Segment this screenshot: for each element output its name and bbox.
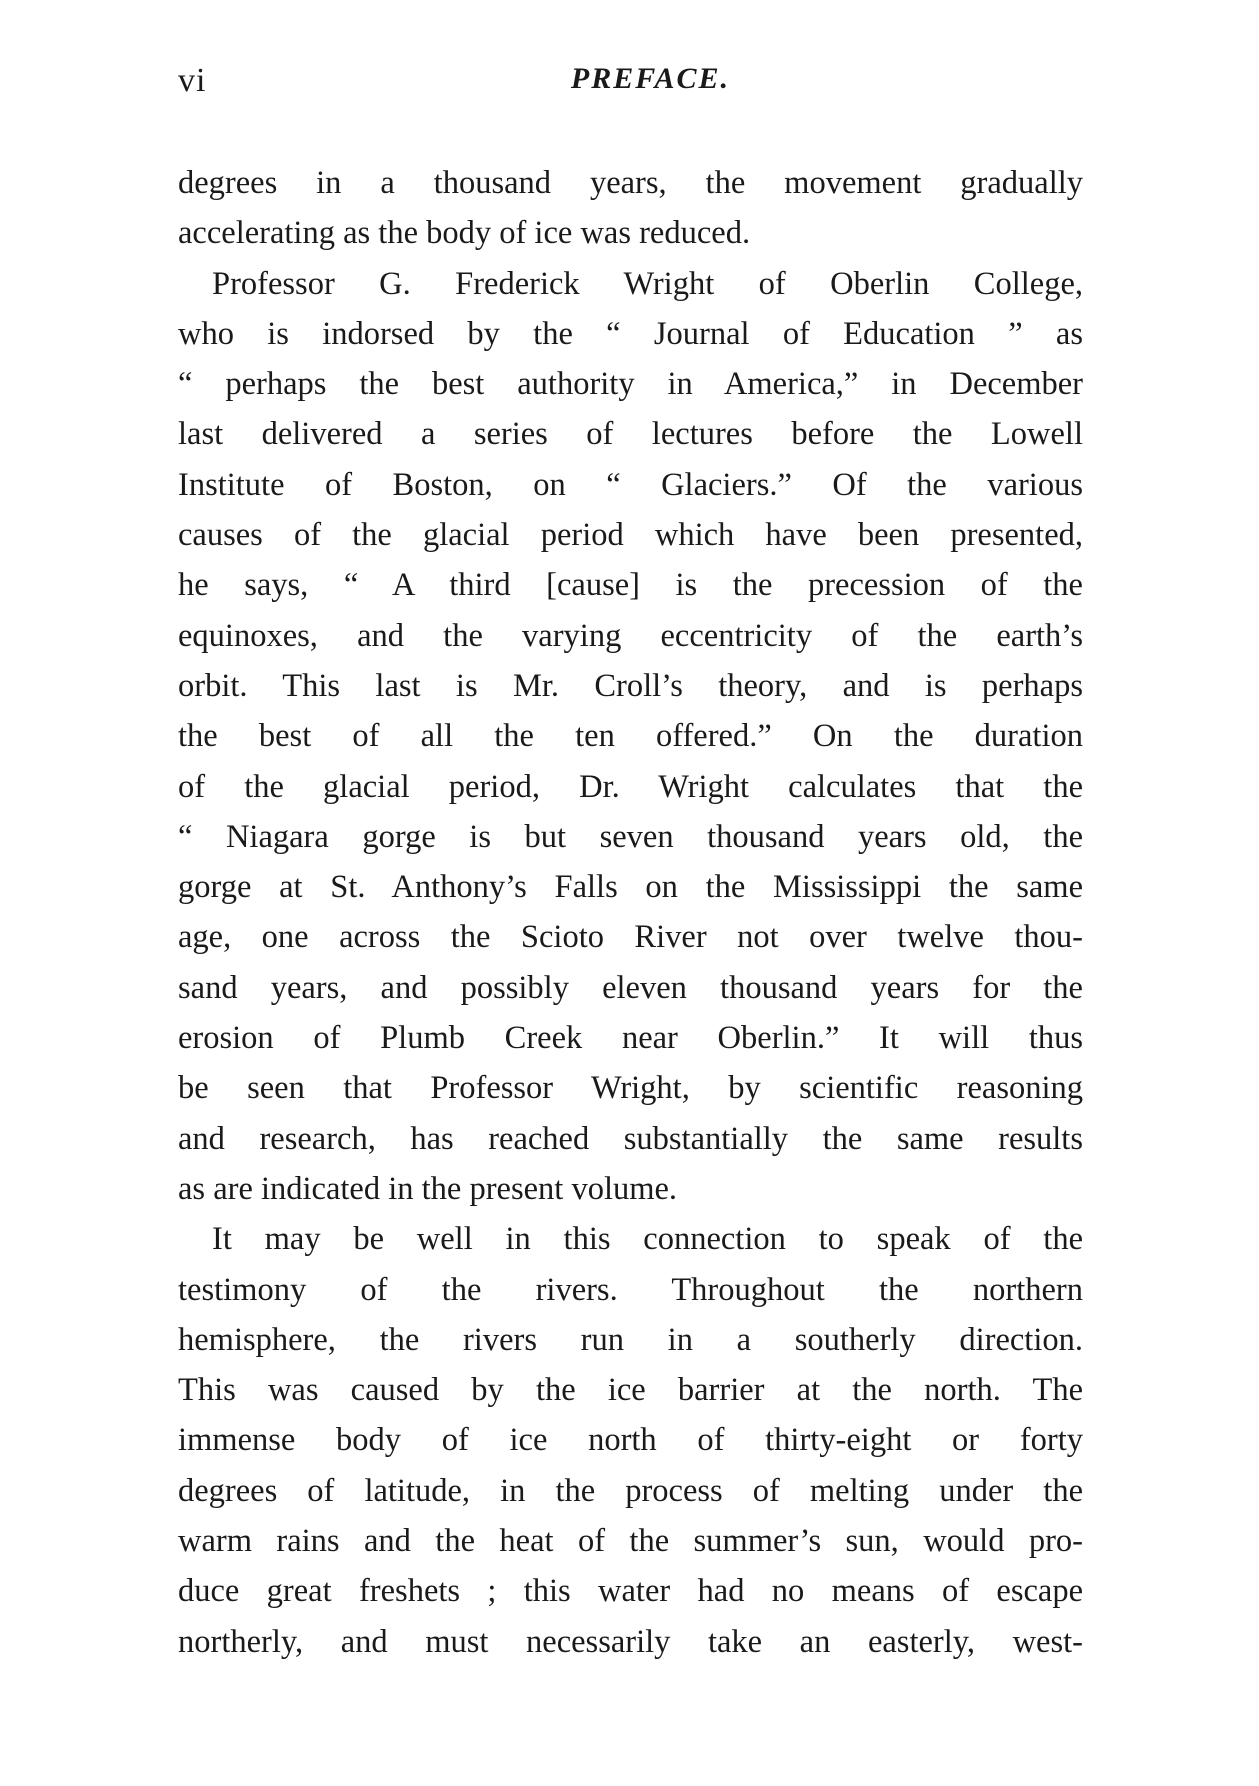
text-line: of the glacial period, Dr. Wright calculates that the — [178, 768, 1083, 805]
page-number: vi — [178, 62, 207, 99]
text-line: northerly, and must necessarily take an easterly, west- — [178, 1623, 1083, 1660]
text-line: gorge at St. Anthony’s Falls on the Mississippi the same — [178, 869, 1083, 906]
text-line: last delivered a series of lectures before the Lowell — [178, 416, 1083, 453]
running-title: PREFACE. — [570, 62, 731, 95]
text-line: immense body of ice north of thirty-eight or forty — [178, 1422, 1083, 1459]
text-line: as are indicated in the present volume. — [178, 1170, 678, 1207]
body-text — [178, 158, 1083, 1667]
text-line: accelerating as the body of ice was reduced. — [178, 215, 751, 252]
text-line: testimony of the rivers. Throughout the northern — [178, 1271, 1083, 1308]
text-line: duce great freshets ; this water had no means of escape — [178, 1573, 1083, 1610]
text-line: and research, has reached substantially the same results — [178, 1120, 1083, 1157]
text-line: degrees in a thousand years, the movement gradually — [178, 165, 1083, 201]
text-line: who is indorsed by the “ Journal of Education ” as — [178, 315, 1083, 352]
text-line: warm rains and the heat of the summer’s sun, would pro- — [178, 1523, 1083, 1560]
text-line: It may be well in this connection to speak of the — [212, 1221, 1083, 1258]
text-line: sand years, and possibly eleven thousand years for the — [178, 969, 1083, 1006]
text-line: equinoxes, and the varying eccentricity of the earth’s — [178, 617, 1083, 654]
text-line: This was caused by the ice barrier at the north. The — [178, 1372, 1083, 1409]
text-line: he says, “ A third [cause] is the precession of the — [178, 567, 1083, 604]
text-line: age, one across the Scioto River not over twelve thou- — [178, 919, 1083, 956]
text-line: Institute of Boston, on “ Glaciers.” Of the various — [178, 466, 1083, 503]
text-line: be seen that Professor Wright, by scientific reasoning — [178, 1070, 1083, 1107]
text-line: causes of the glacial period which have been presented, — [178, 517, 1083, 554]
running-head — [178, 62, 1083, 110]
text-line: “ perhaps the best authority in America,” in December — [178, 366, 1083, 403]
text-line: degrees of latitude, in the process of melting under the — [178, 1472, 1083, 1509]
text-line: Professor G. Frederick Wright of Oberlin College, — [212, 265, 1083, 302]
text-line: erosion of Plumb Creek near Oberlin.” It will thus — [178, 1020, 1083, 1057]
text-line: “ Niagara gorge is but seven thousand years old, the — [178, 818, 1083, 855]
text-line: the best of all the ten offered.” On the duration — [178, 718, 1083, 755]
text-line: hemisphere, the rivers run in a southerly direction. — [178, 1321, 1083, 1358]
text-line: orbit. This last is Mr. Croll’s theory, and is perhaps — [178, 667, 1083, 704]
